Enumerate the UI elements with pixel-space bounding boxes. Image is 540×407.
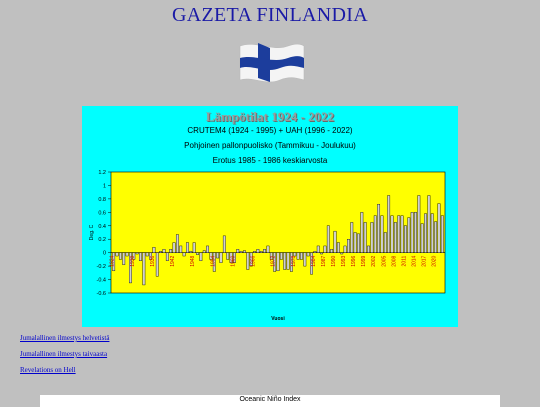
bar-1979 (297, 253, 299, 260)
link-revelations-on-hell[interactable]: Revelations on Hell (20, 366, 76, 374)
bar-1995 (351, 222, 353, 252)
x-tick-label: 2020 (431, 255, 438, 267)
bar-1991 (337, 243, 339, 253)
y-tick-label: -0.6 (96, 291, 106, 297)
y-tick-label: -0.4 (96, 277, 106, 284)
bar-2005 (384, 233, 386, 253)
bar-1952 (206, 246, 208, 253)
link-hell-revelation-fi[interactable]: Jumalallinen ilmestys helvetistä (20, 334, 110, 342)
y-tick-label: 0 (102, 250, 106, 257)
bar-1982 (307, 253, 309, 256)
bar-1951 (203, 251, 205, 253)
bar-1937 (156, 253, 158, 277)
bar-2021 (438, 204, 440, 253)
bar-1964 (247, 253, 249, 270)
bar-1961 (237, 249, 239, 252)
bar-1973 (277, 253, 279, 271)
bar-1997 (357, 234, 359, 253)
bar-1958 (226, 253, 228, 260)
bar-2015 (418, 196, 420, 253)
chart-subtitle-3: Erotus 1985 - 1986 keskiarvosta (212, 156, 328, 165)
x-tick-label: 1993 (341, 255, 348, 267)
bar-1945 (183, 253, 185, 256)
bar-1992 (341, 253, 343, 254)
bar-1994 (347, 239, 349, 252)
x-tick-label: 2017 (421, 255, 428, 267)
temperature-bar-chart (82, 106, 458, 327)
x-tick-label: 1966 (250, 255, 257, 267)
bar-1955 (216, 253, 218, 258)
link-heaven-revelation-fi[interactable]: Jumalallinen ilmestys taivaasta (20, 350, 108, 358)
bar-1948 (193, 243, 195, 253)
x-tick-label: 1924 (109, 255, 116, 267)
chart-panel (82, 106, 458, 327)
x-tick-label: 2011 (401, 255, 408, 267)
bar-2008 (394, 222, 396, 252)
bar-1931 (136, 253, 138, 254)
oni-chart-panel (40, 395, 500, 407)
bar-2019 (431, 214, 433, 253)
y-tick-label: 0.2 (98, 237, 106, 244)
bar-1963 (243, 251, 245, 253)
bar-1950 (200, 253, 202, 261)
bar-1944 (180, 246, 182, 253)
chart-subtitle-1: CRUTEM4 (1924 - 1995) + UAH (1996 - 2022) (187, 126, 353, 135)
bar-1978 (294, 253, 296, 256)
bar-2011 (404, 226, 406, 253)
bar-1932 (139, 253, 141, 261)
bar-1933 (143, 253, 145, 285)
bar-2020 (434, 222, 436, 253)
chart-subtitle-2: Pohjoinen pallonpuolisko (Tammikuu - Joulukuu) (184, 141, 356, 150)
bar-2004 (381, 216, 383, 253)
bar-2003 (377, 204, 379, 252)
x-tick-label: 2014 (411, 255, 418, 267)
x-tick-label: 1978 (290, 255, 297, 267)
bar-1998 (361, 212, 363, 252)
bar-1967 (257, 249, 259, 252)
y-tick-label: 1 (102, 183, 106, 190)
x-tick-label: 1984 (310, 255, 317, 267)
bar-1962 (240, 251, 242, 252)
bar-1988 (327, 226, 329, 253)
x-tick-label: 2005 (381, 255, 388, 267)
bar-2016 (421, 224, 423, 253)
finland-flag-icon (238, 40, 306, 86)
x-tick-label: 1987 (320, 255, 327, 267)
x-tick-label: 1942 (170, 255, 177, 267)
bar-1926 (119, 253, 121, 260)
bar-1975 (283, 253, 285, 270)
bar-1938 (159, 251, 161, 252)
bar-1976 (287, 253, 289, 270)
bar-2013 (411, 212, 413, 252)
bar-1934 (146, 253, 148, 256)
bar-2002 (374, 216, 376, 253)
bar-2022 (441, 216, 443, 253)
x-tick-label: 1936 (149, 255, 156, 267)
x-tick-label: 1930 (129, 255, 136, 267)
bar-1946 (186, 243, 188, 253)
bar-1970 (267, 246, 269, 253)
y-tick-label: 1.2 (98, 170, 106, 176)
bar-1949 (196, 253, 198, 255)
x-tick-label: 1999 (361, 255, 368, 267)
bar-1986 (320, 253, 322, 254)
bar-2014 (414, 212, 416, 252)
bar-2001 (371, 222, 373, 252)
oni-chart-title: Oceanic Niño Index (239, 396, 301, 403)
x-tick-label: 2002 (371, 255, 378, 267)
bar-1974 (280, 253, 282, 260)
bar-2007 (391, 216, 393, 253)
bar-2006 (387, 196, 389, 253)
bar-1999 (364, 222, 366, 252)
bar-1990 (334, 231, 336, 253)
bar-1940 (166, 253, 168, 261)
bar-1957 (223, 236, 225, 253)
bar-1925 (116, 253, 118, 256)
y-tick-label: 0.6 (98, 210, 106, 217)
bar-2012 (408, 218, 410, 253)
bar-1956 (220, 253, 222, 263)
bar-1989 (330, 249, 332, 252)
bar-1968 (260, 251, 262, 252)
bar-2018 (428, 196, 430, 253)
bar-1969 (263, 249, 265, 252)
bar-1947 (190, 251, 192, 252)
bar-1966 (253, 251, 255, 252)
bar-2009 (398, 216, 400, 253)
bar-1981 (304, 253, 306, 266)
x-tick-label: 1972 (270, 255, 277, 267)
y-tick-label: 0.4 (98, 223, 106, 230)
bar-2017 (424, 214, 426, 253)
site-title: GAZETA FINLANDIA (172, 4, 368, 26)
x-axis-label: Vuosi (271, 316, 285, 322)
bar-1987 (324, 246, 326, 253)
bar-1928 (126, 253, 128, 256)
bar-2010 (401, 216, 403, 253)
bar-1980 (300, 253, 302, 260)
x-tick-label: 2008 (391, 255, 398, 267)
x-tick-label: 1960 (230, 255, 237, 267)
x-tick-label: 1996 (351, 255, 358, 267)
x-tick-label: 1990 (331, 255, 338, 267)
y-tick-label: -0.2 (96, 264, 106, 271)
bar-1993 (344, 246, 346, 253)
bar-1941 (169, 249, 171, 252)
bar-1927 (123, 253, 125, 265)
bar-2000 (367, 246, 369, 253)
bar-1985 (317, 246, 319, 253)
y-axis-label: Deg. C (89, 224, 95, 241)
bar-1942 (173, 243, 175, 253)
chart-title: Lämpötilat 1924 - 2022 (205, 109, 335, 124)
y-tick-label: 0.8 (98, 196, 106, 203)
bar-1936 (153, 247, 155, 252)
x-tick-label: 1954 (210, 255, 217, 267)
bar-1996 (354, 233, 356, 253)
x-tick-label: 1948 (190, 255, 197, 267)
bar-1939 (163, 249, 165, 252)
bar-1943 (176, 235, 178, 253)
bar-1984 (314, 251, 316, 252)
